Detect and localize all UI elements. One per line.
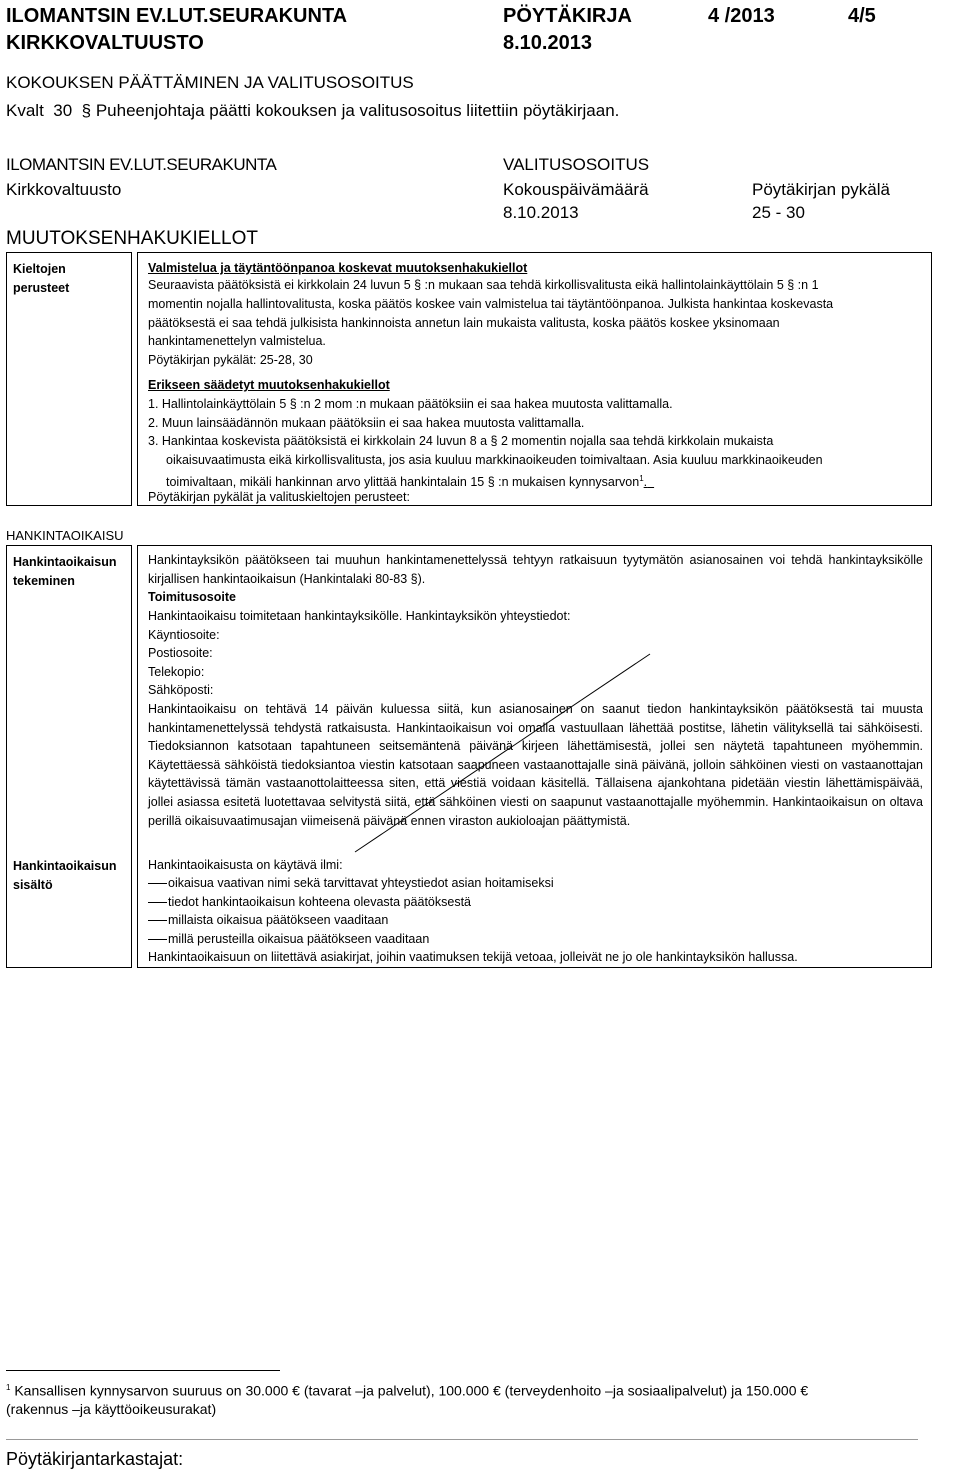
side-label-1: Kieltojen	[13, 262, 66, 276]
erikseen-title: Erikseen säädetyt muutoksenhakukiellot	[148, 378, 390, 392]
dash-1	[148, 883, 167, 884]
header-page-number: 4/5	[848, 5, 876, 27]
footnote-rule	[6, 1370, 280, 1371]
erikseen-end: Pöytäkirjan pykälät ja valituskieltojen perusteet:	[148, 490, 410, 504]
footnote-text-1: Kansallisen kynnysarvon suuruus on 30.000 € (tavarat –ja palvelut), 100.000 € (terveydenhoito –ja sosiaalipalvelut) ja 150.000 €	[14, 1382, 809, 1399]
dash-4	[148, 939, 167, 940]
info-body: Kirkkovaltuusto	[6, 180, 122, 199]
item3-text: toimivaltaan, mikäli hankinnan arvo ylittää hankintalain 15 § :n mukaisen kynnysarvon	[166, 475, 640, 490]
valmistelu-line-3: päätöksestä ei saa tehdä julkisista hankinnoista annetun lain mukaista valitusta, koska päätös koskee yksinomaan	[148, 316, 780, 330]
kvalt-number: 30	[53, 101, 73, 120]
info-date: 8.10.2013	[503, 203, 579, 222]
content-intro: Hankintaoikaisusta on käytävä ilmi:	[148, 858, 343, 872]
header-date: 8.10.2013	[503, 32, 592, 54]
info-paras: 25 - 30	[752, 203, 805, 222]
hankinta-deadline: Hankintaoikaisu on tehtävä 14 päivän kuluessa siitä, kun asianosainen on saanut tiedon hankintayksikön päätöksestä tai muusta hankintamenettelyssä tehdystä ratkaisusta. Hankintaoikaisun voi omalla vastuullaan lähettää postitse, lähetin välityksellä tai sähköisesti. Tiedoksiannon katsotaan tapahtuneen seitsemäntenä päivänä kirjeen lähettämisestä, jollei sen näytetä tapahtuneen myöhemmin. Käytettäessä sähköistä tiedoksiantoa viestin katsotaan saapuneen vastaanottajalle sinä päivänä, jolloin sähköinen viesti on vastaanottajan käytettävissä tämän vastaanottolaitteessa siten, että viestiä voidaan käsitellä. Tällaisena ajankohtana pidetään viestin lähettämispäivää, jollei asiassa esitetä luotettavaa selvitystä siitä, että sähköinen viesti on saapunut vastaanottajalle myöhemmin. Hankintaoikaisun on oltava perillä oikaisuvaatimusajan viimeisenä päivänä ennen viraston aukioloajan päättymistä.	[148, 702, 923, 828]
valmistelu-line-5: Pöytäkirjan pykälät: 25-28, 30	[148, 353, 313, 367]
footnote-line-1	[6, 1378, 808, 1401]
valmistelu-line-4: hankintamenettelyn valmistelua.	[148, 334, 326, 348]
contact-visit: Käyntiosoite:	[148, 628, 220, 642]
dash-3	[148, 920, 167, 921]
content-item-3: millaista oikaisua päätökseen vaaditaan	[168, 913, 389, 927]
valmistelu-title: Valmistelua ja täytäntöönpanoa koskevat muutoksenhakukiellot	[148, 261, 528, 275]
side3-label-2: sisältö	[13, 878, 53, 892]
hankinta-intro: Hankintayksikön päätökseen tai muuhun hankintamenettelyssä tehtyyn ratkaisuun tyytymätön asianosainen voi tehdä hankintayksikölle kirjallisen hankintaoikaisun (Hankintalaki 80-83 §).	[148, 553, 923, 586]
closing-title: KOKOUKSEN PÄÄTTÄMINEN JA VALITUSOSOITUS	[6, 73, 414, 92]
content-item-2: tiedot hankintaoikaisun kohteena olevasta päätöksestä	[168, 895, 471, 909]
side-label-2: perusteet	[13, 281, 70, 295]
contact-post: Postiosoite:	[148, 646, 213, 660]
header-doc-type: PÖYTÄKIRJA	[503, 5, 632, 27]
header-doc-number: 4 /2013	[708, 5, 775, 27]
erikseen-item-3: 3. Hankintaa koskevista päätöksistä ei kirkkolain 24 luvun 8 a § 2 momentin nojalla saa tehdä kirkkolain mukaista	[148, 434, 774, 448]
hankintaoikaisu-title: HANKINTAOIKAISU	[6, 528, 124, 543]
dash-2	[148, 902, 167, 903]
signature-label: Pöytäkirjantarkastajat:	[6, 1449, 184, 1469]
toimitus-title: Toimitusosoite	[148, 590, 236, 604]
footnote-mark: 1	[6, 1383, 11, 1392]
info-para-label: Pöytäkirjan pykälä	[752, 180, 890, 199]
kvalt-label: Kvalt	[6, 101, 44, 120]
info-date-label: Kokouspäivämäärä	[503, 180, 649, 199]
info-org: ILOMANTSIN EV.LUT.SEURAKUNTA	[6, 155, 277, 174]
valmistelu-line-2: momentin nojalla hallintovalitusta, koska päätös koskee vain valmistelua tai täytäntöönpanoa. Julkista hankintaa koskevasta	[148, 297, 834, 311]
signature-rule	[6, 1439, 918, 1440]
muutoksenhakukiellot-title: MUUTOKSENHAKUKIELLOT	[6, 228, 258, 249]
erikseen-item-2: 2. Muun lainsäädännön mukaan päätöksiin ei saa hakea muutosta valittamalla.	[148, 416, 585, 430]
footnote-trail: .	[643, 475, 648, 490]
content-item-1: oikaisua vaativan nimi sekä tarvittavat yhteystiedot asian hoitamiseksi	[168, 876, 554, 890]
toimitus-text: Hankintaoikaisu toimitetaan hankintayksikölle. Hankintayksikön yhteystiedot:	[148, 609, 571, 623]
erikseen-item-1: 1. Hallintolainkäyttölain 5 § :n 2 mom :n mukaan päätöksiin ei saa hakea muutosta valittamalla.	[148, 397, 673, 411]
info-valitusosoitus: VALITUSOSOITUS	[503, 155, 650, 174]
side2-label-2: tekeminen	[13, 574, 75, 588]
valmistelu-line-1: Seuraavista päätöksistä ei kirkkolain 24 luvun 5 § :n mukaan saa tehdä kirkollisvalitusta eikä hallintolainkäyttölain 5 § :n 1	[148, 278, 819, 292]
content-item-4: millä perusteilla oikaisua päätökseen vaaditaan	[168, 932, 430, 946]
erikseen-item-3-cont-1: oikaisuvaatimusta eikä kirkollisvalitusta, jos asia kuuluu markkinaoikeuden toimivaltaan. Asia kuuluu markkinaoikeuden	[166, 453, 823, 467]
header-body: KIRKKOVALTUUSTO	[6, 32, 204, 54]
footnote-ref[interactable]: 1	[639, 474, 644, 483]
contact-fax: Telekopio:	[148, 665, 205, 679]
closing-text: Puheenjohtaja päätti kokouksen ja valitusosoitus liitettiin pöytäkirjaan.	[95, 101, 620, 120]
side3-label-1: Hankintaoikaisun	[13, 859, 117, 873]
attachments-text: Hankintaoikaisuun on liitettävä asiakirjat, joihin vaatimuksen tekijä vetoaa, jolleivät ne jo ole hankintayksikön hallussa.	[148, 950, 798, 964]
contact-email: Sähköposti:	[148, 683, 214, 697]
header-org: ILOMANTSIN EV.LUT.SEURAKUNTA	[6, 5, 348, 27]
section-sign: §	[81, 101, 92, 120]
footnote-line-2: (rakennus –ja käyttöoikeusurakat)	[6, 1401, 217, 1417]
side2-label-1: Hankintaoikaisun	[13, 555, 117, 569]
